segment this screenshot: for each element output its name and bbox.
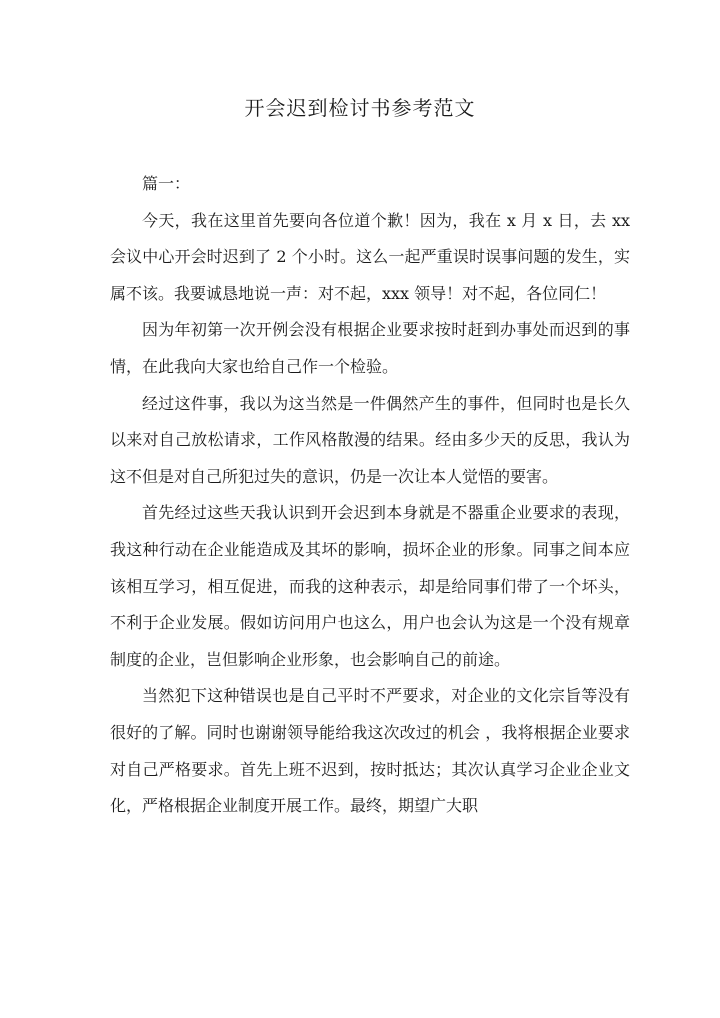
section-label: 篇一： xyxy=(142,174,191,193)
document-body xyxy=(110,166,630,825)
paragraph-2: 因为年初第一次开例会没有根据企业要求按时赶到办事处而迟到的事情，在此我向大家也给自己作一个检验。 xyxy=(110,320,630,376)
paragraph-3: 经过这件事，我以为这当然是一件偶然产生的事件，但同时也是长久以来对自己放松请求，工作风格散漫的结果。经由多少天的反思，我认为这不但是对自己所犯过失的意识，仍是一次让本人觉悟的要害。 xyxy=(110,393,630,486)
document-title: 开会迟到检讨书参考范文 xyxy=(244,96,476,120)
paragraph-4: 首先经过这些天我认识到开会迟到本身就是不器重企业要求的表现，我这种行动在企业能造成及其坏的影响，损坏企业的形象。同事之间本应该相互学习，相互促进，而我的这种表示，却是给同事们带了一个坏头，不利于企业发展。假如访问用户也这么，用户也会认为这是一个没有规章制度的企业，岂但影响企业形象，也会影响自己的前途。 xyxy=(110,503,630,669)
paragraph-1: 今天，我在这里首先要向各位道个歉！因为，我在 x 月 x 日，去 xx 会议中心开会时迟到了 2 个小时。这么一起严重误时误事问题的发生，实属不该。我要诚恳地说一声：对不起，xxx 领导！对不起，各位同仁！ xyxy=(110,210,630,303)
paragraph-5: 当然犯下这种错误也是自己平时不严要求，对企业的文化宗旨等没有很好的了解。同时也谢谢领导能给我这次改过的机会 ，我将根据企业要求对自己严格要求。首先上班不迟到，按时抵达；其次认真学习企业企业文化，严格根据企业制度开展工作。最终，期望广大职 xyxy=(110,686,630,816)
